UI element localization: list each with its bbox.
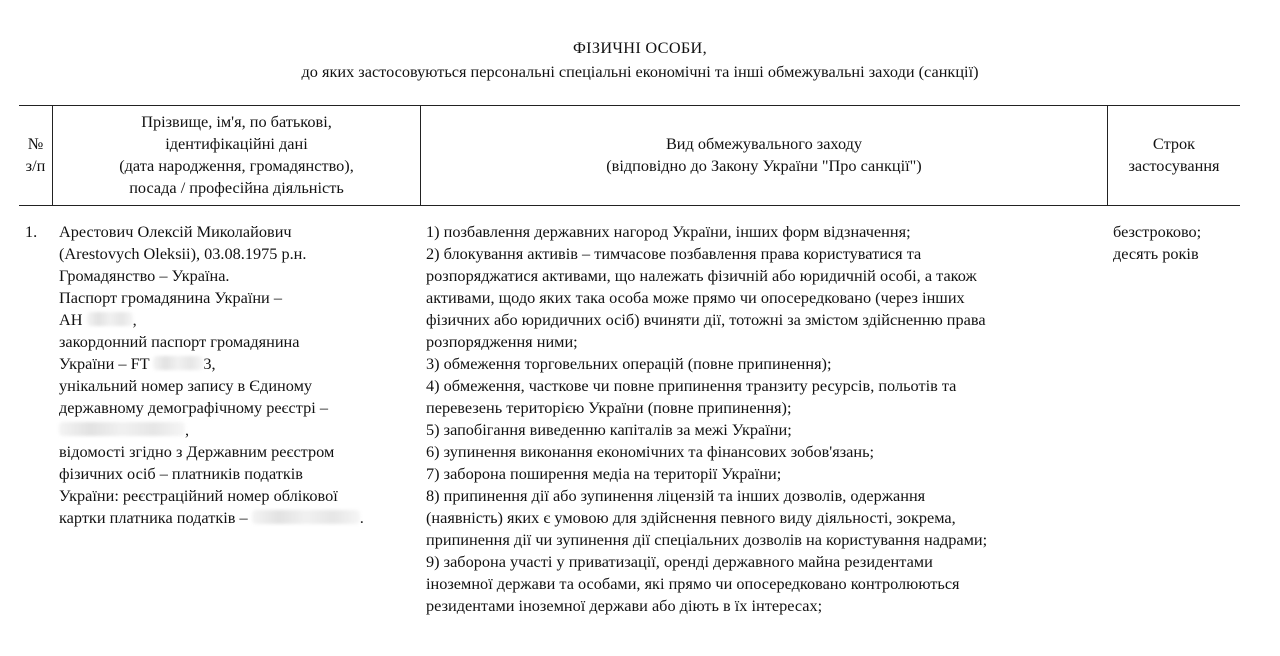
header-bottom-rule xyxy=(19,205,1240,206)
row-number: 1. xyxy=(25,222,38,241)
redacted-value xyxy=(153,356,203,370)
redacted-value xyxy=(252,510,360,524)
header-number: № з/п xyxy=(25,134,46,175)
document-title: ФІЗИЧНІ ОСОБИ, xyxy=(573,38,707,57)
table-top-rule xyxy=(19,105,1240,106)
redacted-value xyxy=(59,422,185,436)
header-measure: Вид обмежувального заходу (відповідно до Закону України "Про санкції") xyxy=(606,134,922,175)
restrictive-measures: 1) позбавлення державних нагород України, інших форм відзначення; 2) блокування активів – тимчасове позбавлення права користуватися та розпоряджатися активами, що належать фізичній або юридичній особі, а також активами, щодо яких така особа може прямо чи опосередковано (через інших фізичних або юридичних осіб) вчиняти дії, тотожні за змістом здійсненню права розпорядження ними; 3) обмеження торговельних операцій (повне припинення); 4) обмеження, часткове чи повне припинення транзиту ресурсів, польотів та перевезень територією України (повне припинення); 5) запобігання виведенню капіталів за межі України; 6) зупинення виконання економічних та фінансових зобов'язань; 7) заборона поширення медіа на території України; 8) припинення дії або зупинення ліцензій та інших дозволів, одержання (наявність) яких є умовою для здійснення певного виду діяльності, зокрема, припинення дії чи зупинення дії спеціальних дозволів на користування надрами; 9) заборона участі у приватизації, оренді державного майна резидентами іноземної держави та особами, які прямо чи опосередковано контролюються резидентами іноземної держави або діють в їх інтересах; xyxy=(426,222,988,615)
header-term: Строк застосування xyxy=(1128,134,1220,175)
term-of-application: безстроково; десять років xyxy=(1113,222,1202,263)
redacted-value xyxy=(87,312,133,326)
header-person: Прізвище, ім'я, по батькові, ідентифікаційні дані (дата народження, громадянство), посада / професійна діяльність xyxy=(119,112,354,197)
document-subtitle: до яких застосовуються персональні спеціальні економічні та інші обмежувальні заходи (санкції) xyxy=(301,62,979,81)
person-details: Арестович Олексій Миколайович (Arestovych Oleksii), 03.08.1975 р.н. Громадянство – Україна. Паспорт громадянина України – АН , закордонний паспорт громадянина України – FT 3, унікальний номер запису в Єдиному державному демографічному реєстрі – , відомості згідно з Державним реєстром фізичних осіб – платників податків України: реєстраційний номер облікової картки платника податків – . xyxy=(59,222,364,527)
